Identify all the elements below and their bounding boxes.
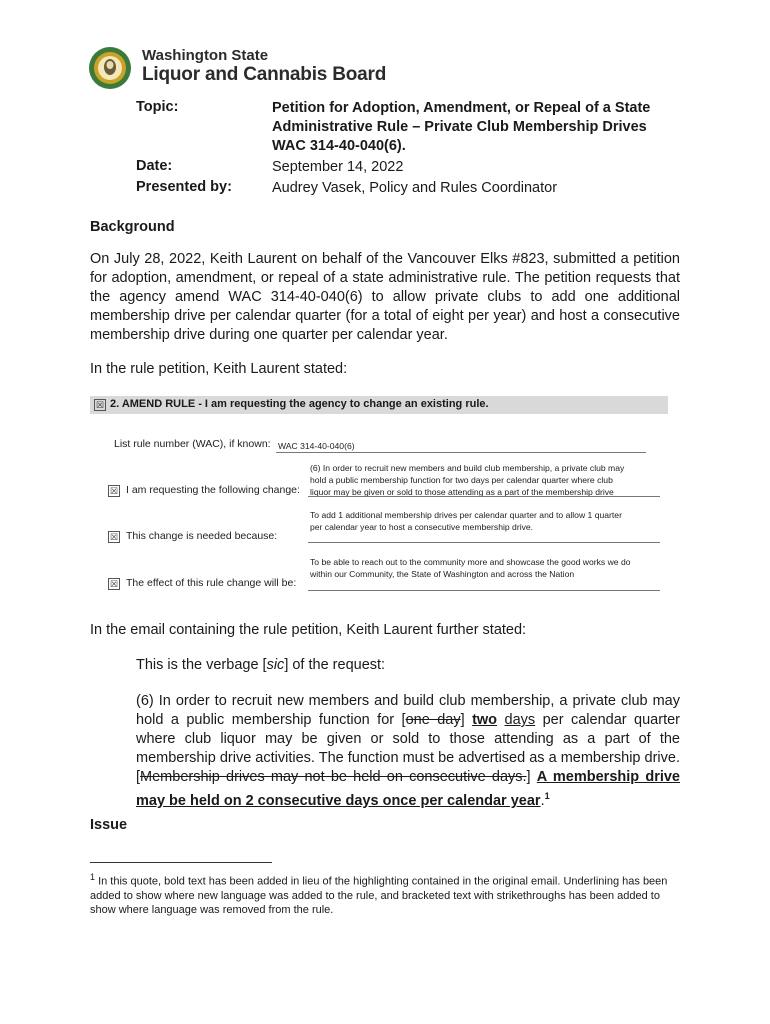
rule-number-value: WAC 314-40-040(6) — [278, 441, 355, 451]
topic-line-3: WAC 314-40-040(6). — [272, 138, 406, 154]
checkbox-checked-icon: ☒ — [109, 579, 119, 589]
form-section-title: 2. AMEND RULE - I am requesting the agency to change an existing rule. — [110, 398, 489, 410]
issue-heading: Issue — [90, 817, 128, 833]
requested-change-label: I am requesting the following change: — [126, 484, 300, 496]
rule-effect-text: To be able to reach out to the community more and showcase the good works we do within our Community, the State of Washington and across the Nation — [310, 557, 631, 579]
date-label: Date: — [136, 158, 173, 174]
rule-effect-label: The effect of this rule change will be: — [126, 577, 297, 589]
presented-by-label: Presented by: — [136, 179, 232, 195]
change-needed-label: This change is needed because: — [126, 530, 278, 542]
checkbox-checked-icon: ☒ — [109, 486, 119, 496]
form-section-bar — [90, 396, 668, 414]
topic-line-2: Administrative Rule – Private Club Membership Drives — [272, 119, 647, 135]
rule-number-label: List rule number (WAC), if known: — [114, 438, 271, 450]
org-name-line2: Liquor and Cannabis Board — [142, 64, 387, 85]
change-needed-text: To add 1 additional membership drives per calendar quarter and to allow 1 quarter per calendar year to host a consecutive membership drive. — [310, 510, 622, 532]
date-value: September 14, 2022 — [272, 159, 404, 175]
presented-by-value: Audrey Vasek, Policy and Rules Coordinator — [272, 180, 558, 196]
background-heading: Background — [90, 219, 175, 235]
org-name-line1: Washington State — [142, 47, 269, 64]
requested-change-text: (6) In order to recruit new members and build club membership, a private club may hold a public membership function for two days per calendar quarter where club liquor may be given or sold to those attending as a part of the membership drive — [310, 463, 625, 497]
rule-petition-intro: In the rule petition, Keith Laurent stated: — [90, 361, 348, 377]
washington-state-seal-icon — [88, 46, 132, 90]
footnote: $^1$ In this quote, bold text has been added in lieu of the highlighting contained in the original email. Underlining has been added to show where new language was added to the rule, and bracketed text with strikethroughs has been added to show where language was removed from the rule. — [90, 872, 668, 916]
verbage-line: This is the verbage [sic] of the request: — [136, 657, 386, 673]
checkbox-checked-icon: ☒ — [95, 400, 105, 410]
petition-form-excerpt — [90, 396, 670, 606]
quoted-rule-text: (6) In order to recruit new members and build club membership, a private club may hold a public membership function for [one day] two days per calendar quarter where club liquor may be given or sold to those attending as a part of the membership drive activities. The function must be advertised as a membership drive. [Membership drives may not be held on consecutive days.] A membership drive may be held on 2 consecutive days once per calendar year.$^1$ — [136, 693, 681, 809]
email-intro: In the email containing the rule petition, Keith Laurent further stated: — [90, 622, 527, 638]
background-paragraph: On July 28, 2022, Keith Laurent on behalf of the Vancouver Elks #823, submitted a petition for adoption, amendment, or repeal of a state administrative rule. The petition requests that the agency amend WAC 314-40-040(6) to allow private clubs to add one additional membership drive per calendar quarter (for a total of eight per year) and host a consecutive membership drive during one quarter per calendar year. — [90, 251, 680, 343]
topic-label: Topic: — [136, 99, 179, 115]
topic-line-1: Petition for Adoption, Amendment, or Repeal of a State — [272, 100, 651, 116]
checkbox-checked-icon: ☒ — [109, 532, 119, 542]
footnote-divider — [90, 862, 272, 863]
